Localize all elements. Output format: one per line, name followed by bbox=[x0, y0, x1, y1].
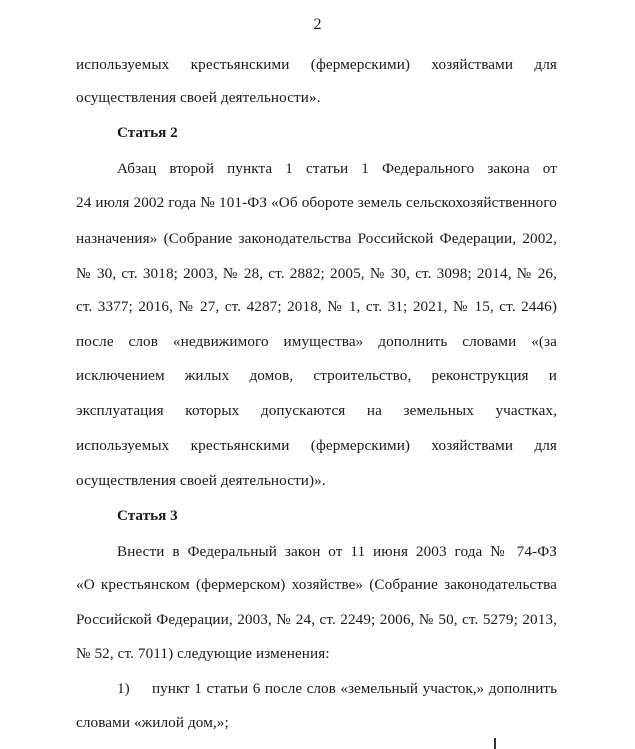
cut-off-text-line bbox=[76, 740, 557, 749]
article-2-line: № 30, ст. 3018; 2003, № 28, ст. 2882; 2005, № 30, ст. 3098; 2014, № 26, bbox=[76, 265, 557, 282]
article-2-line: осуществления своей деятельности)». bbox=[76, 472, 326, 489]
article-2-heading: Статья 2 bbox=[117, 124, 178, 141]
article-2-line: ст. 3377; 2016, № 27, ст. 4287; 2018, № 1, ст. 31; 2021, № 15, ст. 2446) bbox=[76, 298, 557, 315]
article-3-line: Внести в Федеральный закон от 11 июня 2003 года № 74-ФЗ bbox=[117, 543, 557, 560]
list-item-line: пункт 1 статьи 6 после слов «земельный участок,» дополнить bbox=[152, 680, 557, 697]
article-2-line: используемых крестьянскими (фермерскими) хозяйствами для bbox=[76, 437, 557, 454]
list-item-marker: 1) bbox=[117, 680, 130, 697]
page-number: 2 bbox=[313, 16, 322, 33]
intro-line: используемых крестьянскими (фермерскими) хозяйствами для bbox=[76, 56, 557, 73]
article-3-line: № 52, ст. 7011) следующие изменения: bbox=[76, 645, 330, 662]
intro-line: осуществления своей деятельности». bbox=[76, 89, 321, 106]
article-2-line: Абзац второй пункта 1 статьи 1 Федерального закона от bbox=[117, 160, 557, 177]
article-3-line: Российской Федерации, 2003, № 24, ст. 2249; 2006, № 50, ст. 5279; 2013, bbox=[76, 611, 557, 628]
article-3-line: «О крестьянском (фермерском) хозяйстве» (Собрание законодательства bbox=[76, 576, 557, 593]
article-2-line: после слов «недвижимого имущества» дополнить словами «(за bbox=[76, 333, 557, 350]
article-3-heading: Статья 3 bbox=[117, 507, 178, 524]
article-2-line: 24 июля 2002 года № 101-ФЗ «Об обороте земель сельскохозяйственного bbox=[76, 194, 557, 211]
list-item-line: словами «жилой дом,»; bbox=[76, 714, 229, 731]
article-2-line: эксплуатация которых допускаются на земельных участках, bbox=[76, 402, 557, 419]
article-2-line: назначения» (Собрание законодательства Российской Федерации, 2002, bbox=[76, 230, 557, 247]
scan-mark bbox=[494, 738, 496, 749]
article-2-line: исключением жилых домов, строительство, реконструкция и bbox=[76, 367, 557, 384]
